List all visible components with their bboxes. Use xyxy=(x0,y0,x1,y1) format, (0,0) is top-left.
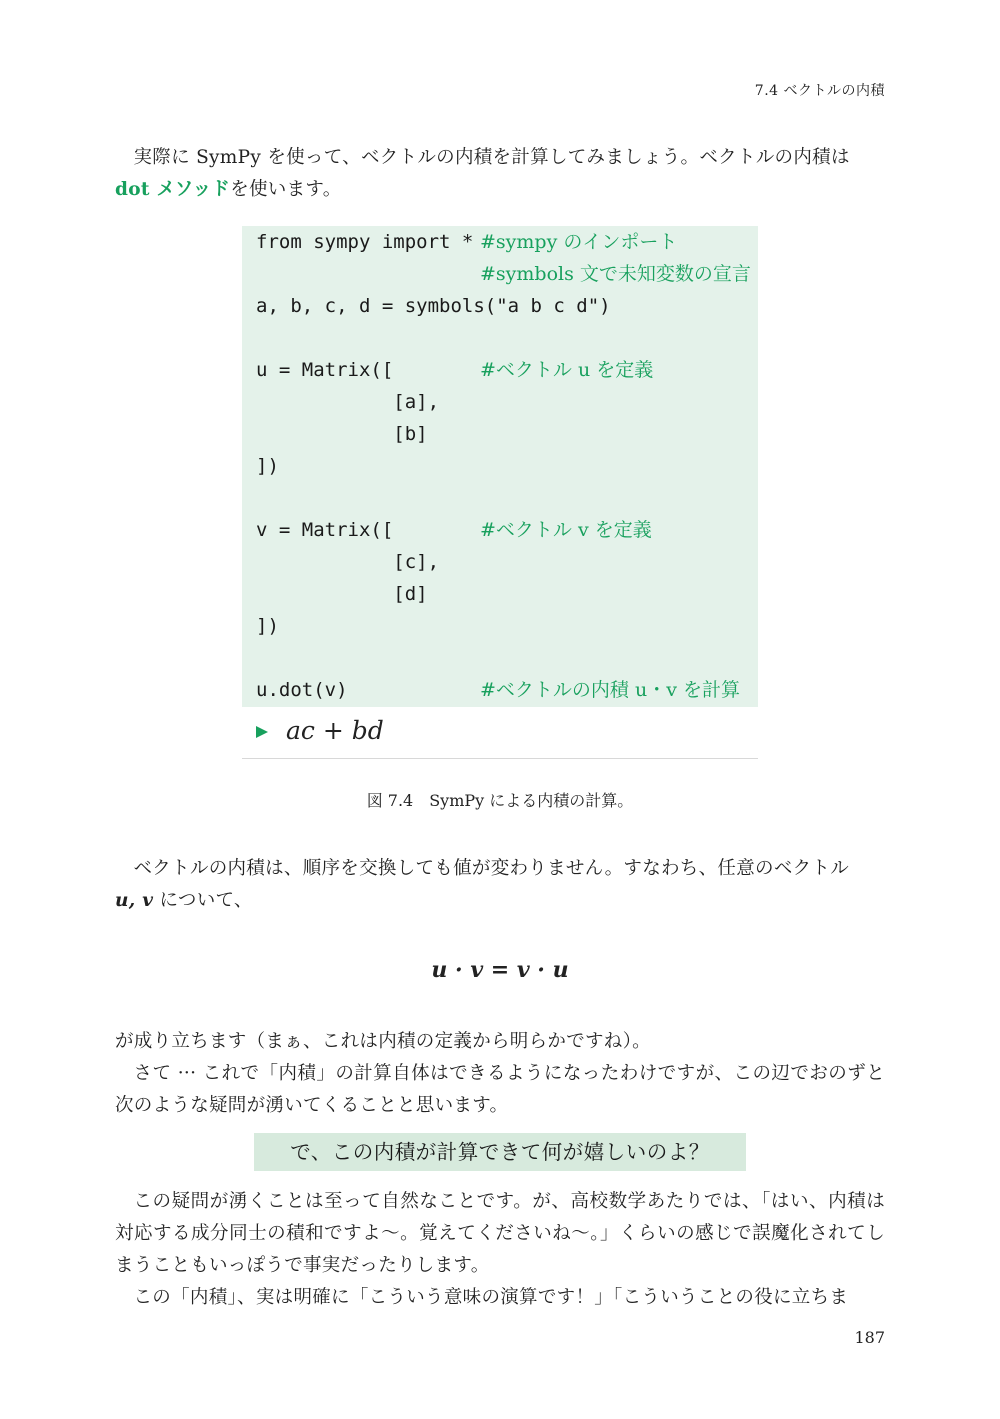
closing-paragraph-2: この「内積」、実は明確に「こういう意味の演算です！」「こういうことの役に立ちま xyxy=(133,1287,849,1308)
output-arrow-icon xyxy=(256,726,268,738)
code-line: [a], xyxy=(256,391,440,413)
code-line: u.dot(v) xyxy=(256,679,348,701)
question-highlight xyxy=(254,1133,746,1171)
code-line: a, b, c, d = symbols("a b c d") xyxy=(256,295,611,317)
code-line: ]) xyxy=(256,455,279,477)
code-block xyxy=(242,226,758,707)
running-head: 7.4 ベクトルの内積 xyxy=(754,83,885,99)
intro-line1: 実際に SymPy を使って、ベクトルの内積を計算してみましょう。ベクトルの内積は xyxy=(133,147,850,168)
commutative-line2: について、 xyxy=(153,890,253,911)
commutative-formula: u · v = v · u xyxy=(431,957,569,983)
vector-vars: u, v xyxy=(115,890,154,911)
closing-paragraph-1: この疑問が湧くことは至って自然なことです。が、高校数学あたりでは、「はい、内積は対応する成分同士の積和ですよ〜。覚えてくださいね〜。」くらいの感じで誤魔化されてしまうこともいっぽうで事実だったりします。 xyxy=(115,1191,885,1276)
code-line: [c], xyxy=(256,551,440,573)
output-expression: ac + bd xyxy=(286,716,384,745)
code-line: [d] xyxy=(256,583,428,605)
intro-line2: を使います。 xyxy=(230,179,342,200)
code-comment: #symbols 文で未知変数の宣言 xyxy=(480,263,751,285)
commutative-line1: ベクトルの内積は、順序を交換しても値が変わりません。すなわち、任意のベクトル xyxy=(133,858,850,879)
code-comment: #sympy のインポート xyxy=(480,231,678,253)
question-highlight-text: で、この内積が計算できて何が嬉しいのよ？ xyxy=(290,1140,710,1164)
holds-paragraph: が成り立ちます（まぁ、これは内積の定義から明らかですね）。 xyxy=(115,1031,651,1052)
code-comment: #ベクトル v を定義 xyxy=(480,519,652,541)
code-line: ]) xyxy=(256,615,279,637)
code-line: [b] xyxy=(256,423,428,445)
code-line: u = Matrix([ xyxy=(256,359,394,381)
commutative-paragraph xyxy=(115,853,885,917)
code-line: from sympy import * xyxy=(256,231,474,253)
code-comment: #ベクトルの内積 u・v を計算 xyxy=(480,679,740,701)
code-line: v = Matrix([ xyxy=(256,519,394,541)
intro-paragraph xyxy=(115,142,885,206)
dot-method-keyword: dot メソッド xyxy=(115,179,231,200)
code-output xyxy=(242,712,758,759)
figure-caption: 図 7.4 SymPy による内積の計算。 xyxy=(366,791,634,810)
code-comment: #ベクトル u を定義 xyxy=(480,359,654,381)
question-intro-paragraph: さて ··· これで「内積」の計算自体はできるようになったわけですが、この辺でおのずと次のような疑問が湧いてくることと思います。 xyxy=(115,1063,885,1116)
page-number: 187 xyxy=(854,1328,885,1347)
